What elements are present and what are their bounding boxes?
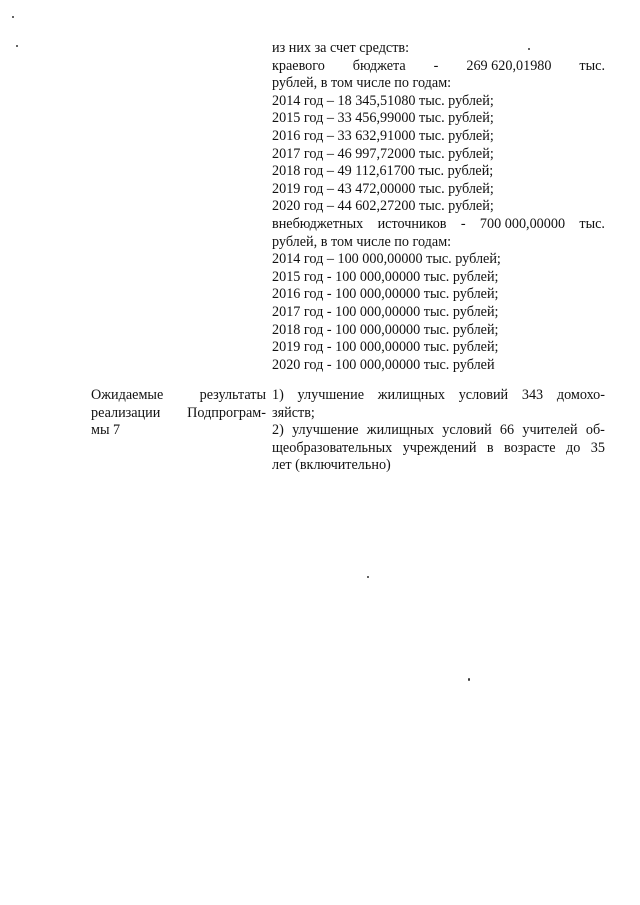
results-label-line	[91, 387, 266, 405]
result-word: возрасте	[504, 439, 556, 456]
result-item-2-line: лет (включительно)	[272, 457, 391, 474]
results-label-word: реализации	[91, 404, 161, 421]
extrabudget-year-line: 2015 год - 100 000,00000 тыс. рублей;	[272, 268, 499, 285]
extrabudget-word: внебюджетных	[272, 215, 364, 232]
result-item-1-line	[272, 387, 605, 405]
extrabudget-year-line: 2018 год - 100 000,00000 тыс. рублей;	[272, 321, 499, 338]
financing-section	[272, 40, 605, 374]
result-word: учителей	[522, 422, 578, 439]
scan-speck	[367, 576, 369, 578]
regional-year-line: 2019 год – 43 472,00000 тыс. рублей;	[272, 180, 494, 197]
extrabudget-total: 700 000,00000	[479, 215, 566, 232]
extrabudget-word: источников	[377, 215, 447, 232]
regional-total: 269 620,01980	[466, 57, 552, 74]
regional-year-line: 2018 год – 49 112,61700 тыс. рублей;	[272, 163, 494, 180]
extrabudget-year-line: 2019 год - 100 000,00000 тыс. рублей;	[272, 339, 499, 356]
extrabudget-year-line: 2016 год - 100 000,00000 тыс. рублей;	[272, 286, 499, 303]
result-word: до	[565, 439, 581, 456]
result-word: 35	[590, 439, 605, 456]
result-word: 66	[499, 422, 515, 439]
regional-word: -	[433, 57, 439, 74]
scan-speck	[468, 678, 470, 681]
result-word: учреждений	[402, 439, 477, 456]
regional-word: тыс.	[579, 57, 605, 74]
extrabudget-line	[272, 216, 605, 234]
result-word: домохо-	[556, 387, 605, 403]
scan-speck	[16, 45, 18, 47]
results-label-line	[91, 405, 266, 423]
result-word: 343	[521, 387, 544, 403]
result-word: в	[486, 439, 494, 456]
extrabudget-year-line: 2020 год - 100 000,00000 тыс. рублей	[272, 356, 495, 373]
extrabudget-word: тыс.	[579, 215, 605, 232]
results-label-line: мы 7	[91, 422, 121, 439]
scan-speck	[12, 16, 14, 18]
regional-tail: рублей, в том числе по годам:	[272, 75, 452, 92]
extrabudget-word: -	[460, 215, 466, 232]
result-word: 1)	[272, 387, 284, 403]
result-word: условий	[442, 422, 492, 439]
results-label-word: Подпрограм-	[187, 404, 266, 421]
result-word: 2)	[272, 422, 284, 439]
result-word: условий	[458, 387, 509, 403]
results-label	[91, 387, 266, 440]
extrabudget-tail: рублей, в том числе по годам:	[272, 233, 452, 250]
financing-header: из них за счет средств:	[272, 40, 410, 56]
result-word: жилищных	[366, 422, 434, 439]
result-word: об-	[585, 422, 605, 439]
result-item-2-line	[272, 422, 605, 440]
result-word: улучшение	[292, 422, 359, 439]
regional-year-line: 2015 год – 33 456,99000 тыс. рублей;	[272, 110, 494, 127]
result-word: улучшение	[297, 387, 365, 403]
regional-budget-line	[272, 58, 605, 76]
regional-year-line: 2017 год – 46 997,72000 тыс. рублей;	[272, 145, 494, 162]
results-label-word: Ожидаемые	[91, 387, 164, 403]
results-content	[272, 387, 605, 475]
result-word: жилищных	[377, 387, 445, 403]
regional-word: бюджета	[352, 57, 406, 74]
extrabudget-year-line: 2017 год - 100 000,00000 тыс. рублей;	[272, 303, 499, 320]
result-word: щеобразовательных	[272, 439, 393, 456]
results-label-word: результаты	[199, 387, 266, 403]
result-item-1-line: зяйств;	[272, 404, 315, 421]
regional-word: краевого	[272, 57, 325, 74]
regional-year-line: 2016 год – 33 632,91000 тыс. рублей;	[272, 127, 494, 144]
result-item-2-line	[272, 440, 605, 458]
regional-year-line: 2014 год – 18 345,51080 тыс. рублей;	[272, 92, 494, 109]
regional-year-line: 2020 год – 44 602,27200 тыс. рублей;	[272, 198, 494, 215]
extrabudget-year-line: 2014 год – 100 000,00000 тыс. рублей;	[272, 251, 501, 268]
